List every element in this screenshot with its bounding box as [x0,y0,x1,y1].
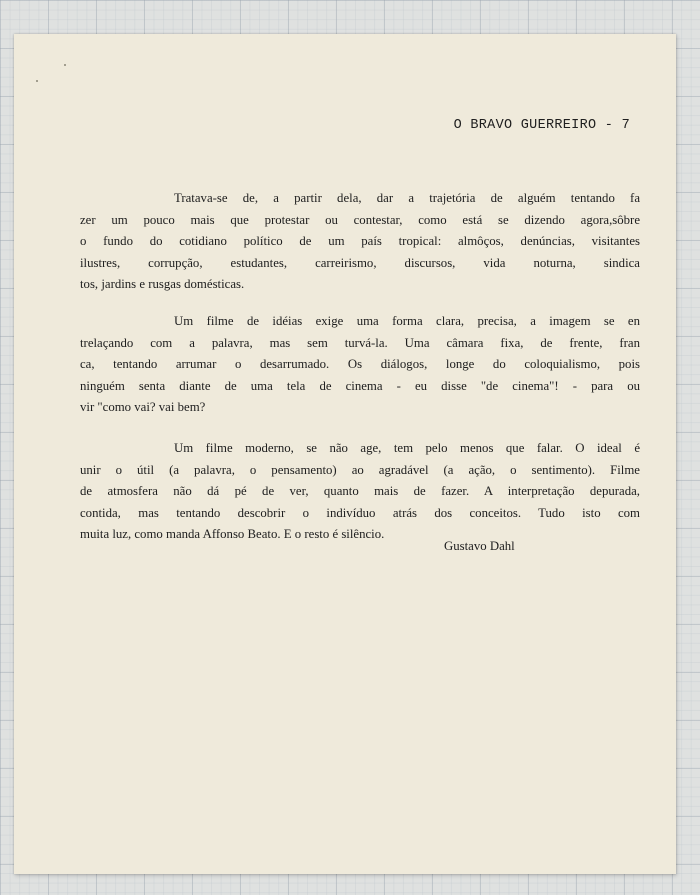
paragraph-2 [80,311,640,419]
document-page [14,34,676,874]
text-line: ilustres, corrupção, estudantes, carreirismo, discursos, vida noturna, sindica [80,255,640,270]
text-line: zer um pouco mais que protestar ou contestar, como está se dizendo agora,sôbre [80,212,640,227]
text-line: muita luz, como manda Affonso Beato. E o resto é silêncio. [80,527,385,541]
text-line: ninguém senta diante de uma tela de cinema - eu disse "de cinema"! - para ou [80,378,640,393]
text-line: vir "como vai? vai bem? [80,400,206,414]
text-line: Tratava-se de, a partir dela, dar a trajetória de alguém tentando fa [174,191,640,205]
paragraph-3 [80,438,640,546]
signature: Gustavo Dahl [444,539,515,553]
text-line: Um filme moderno, se não age, tem pelo menos que falar. O ideal é [174,441,640,455]
text-line: de atmosfera não dá pé de ver, quanto mais de fazer. A interpretação depurada, [80,484,640,498]
text-line: Um filme de idéias exige uma forma clara, precisa, a imagem se en [174,314,640,328]
text-line: contida, mas tentando descobrir o indivíduo atrás dos conceitos. Tudo isto com [80,505,640,520]
text-line: tos, jardins e rusgas domésticas. [80,277,245,291]
text-line: o fundo do cotidiano político de um país tropical: almôços, denúncias, visitantes [80,234,640,248]
text-line: unir o útil (a palavra, o pensamento) ao agradável (a ação, o sentimento). Filme [80,462,640,477]
text-line: ca, tentando arrumar o desarrumado. Os diálogos, longe do coloquialismo, pois [80,357,640,371]
text-line: trelaçando com a palavra, mas sem turvá-la. Uma câmara fixa, de frente, fran [80,335,640,350]
page-header: O BRAVO GUERREIRO - 7 [453,118,630,133]
paper-speck [64,64,66,66]
paragraph-1 [80,188,640,296]
paper-speck [36,80,38,82]
